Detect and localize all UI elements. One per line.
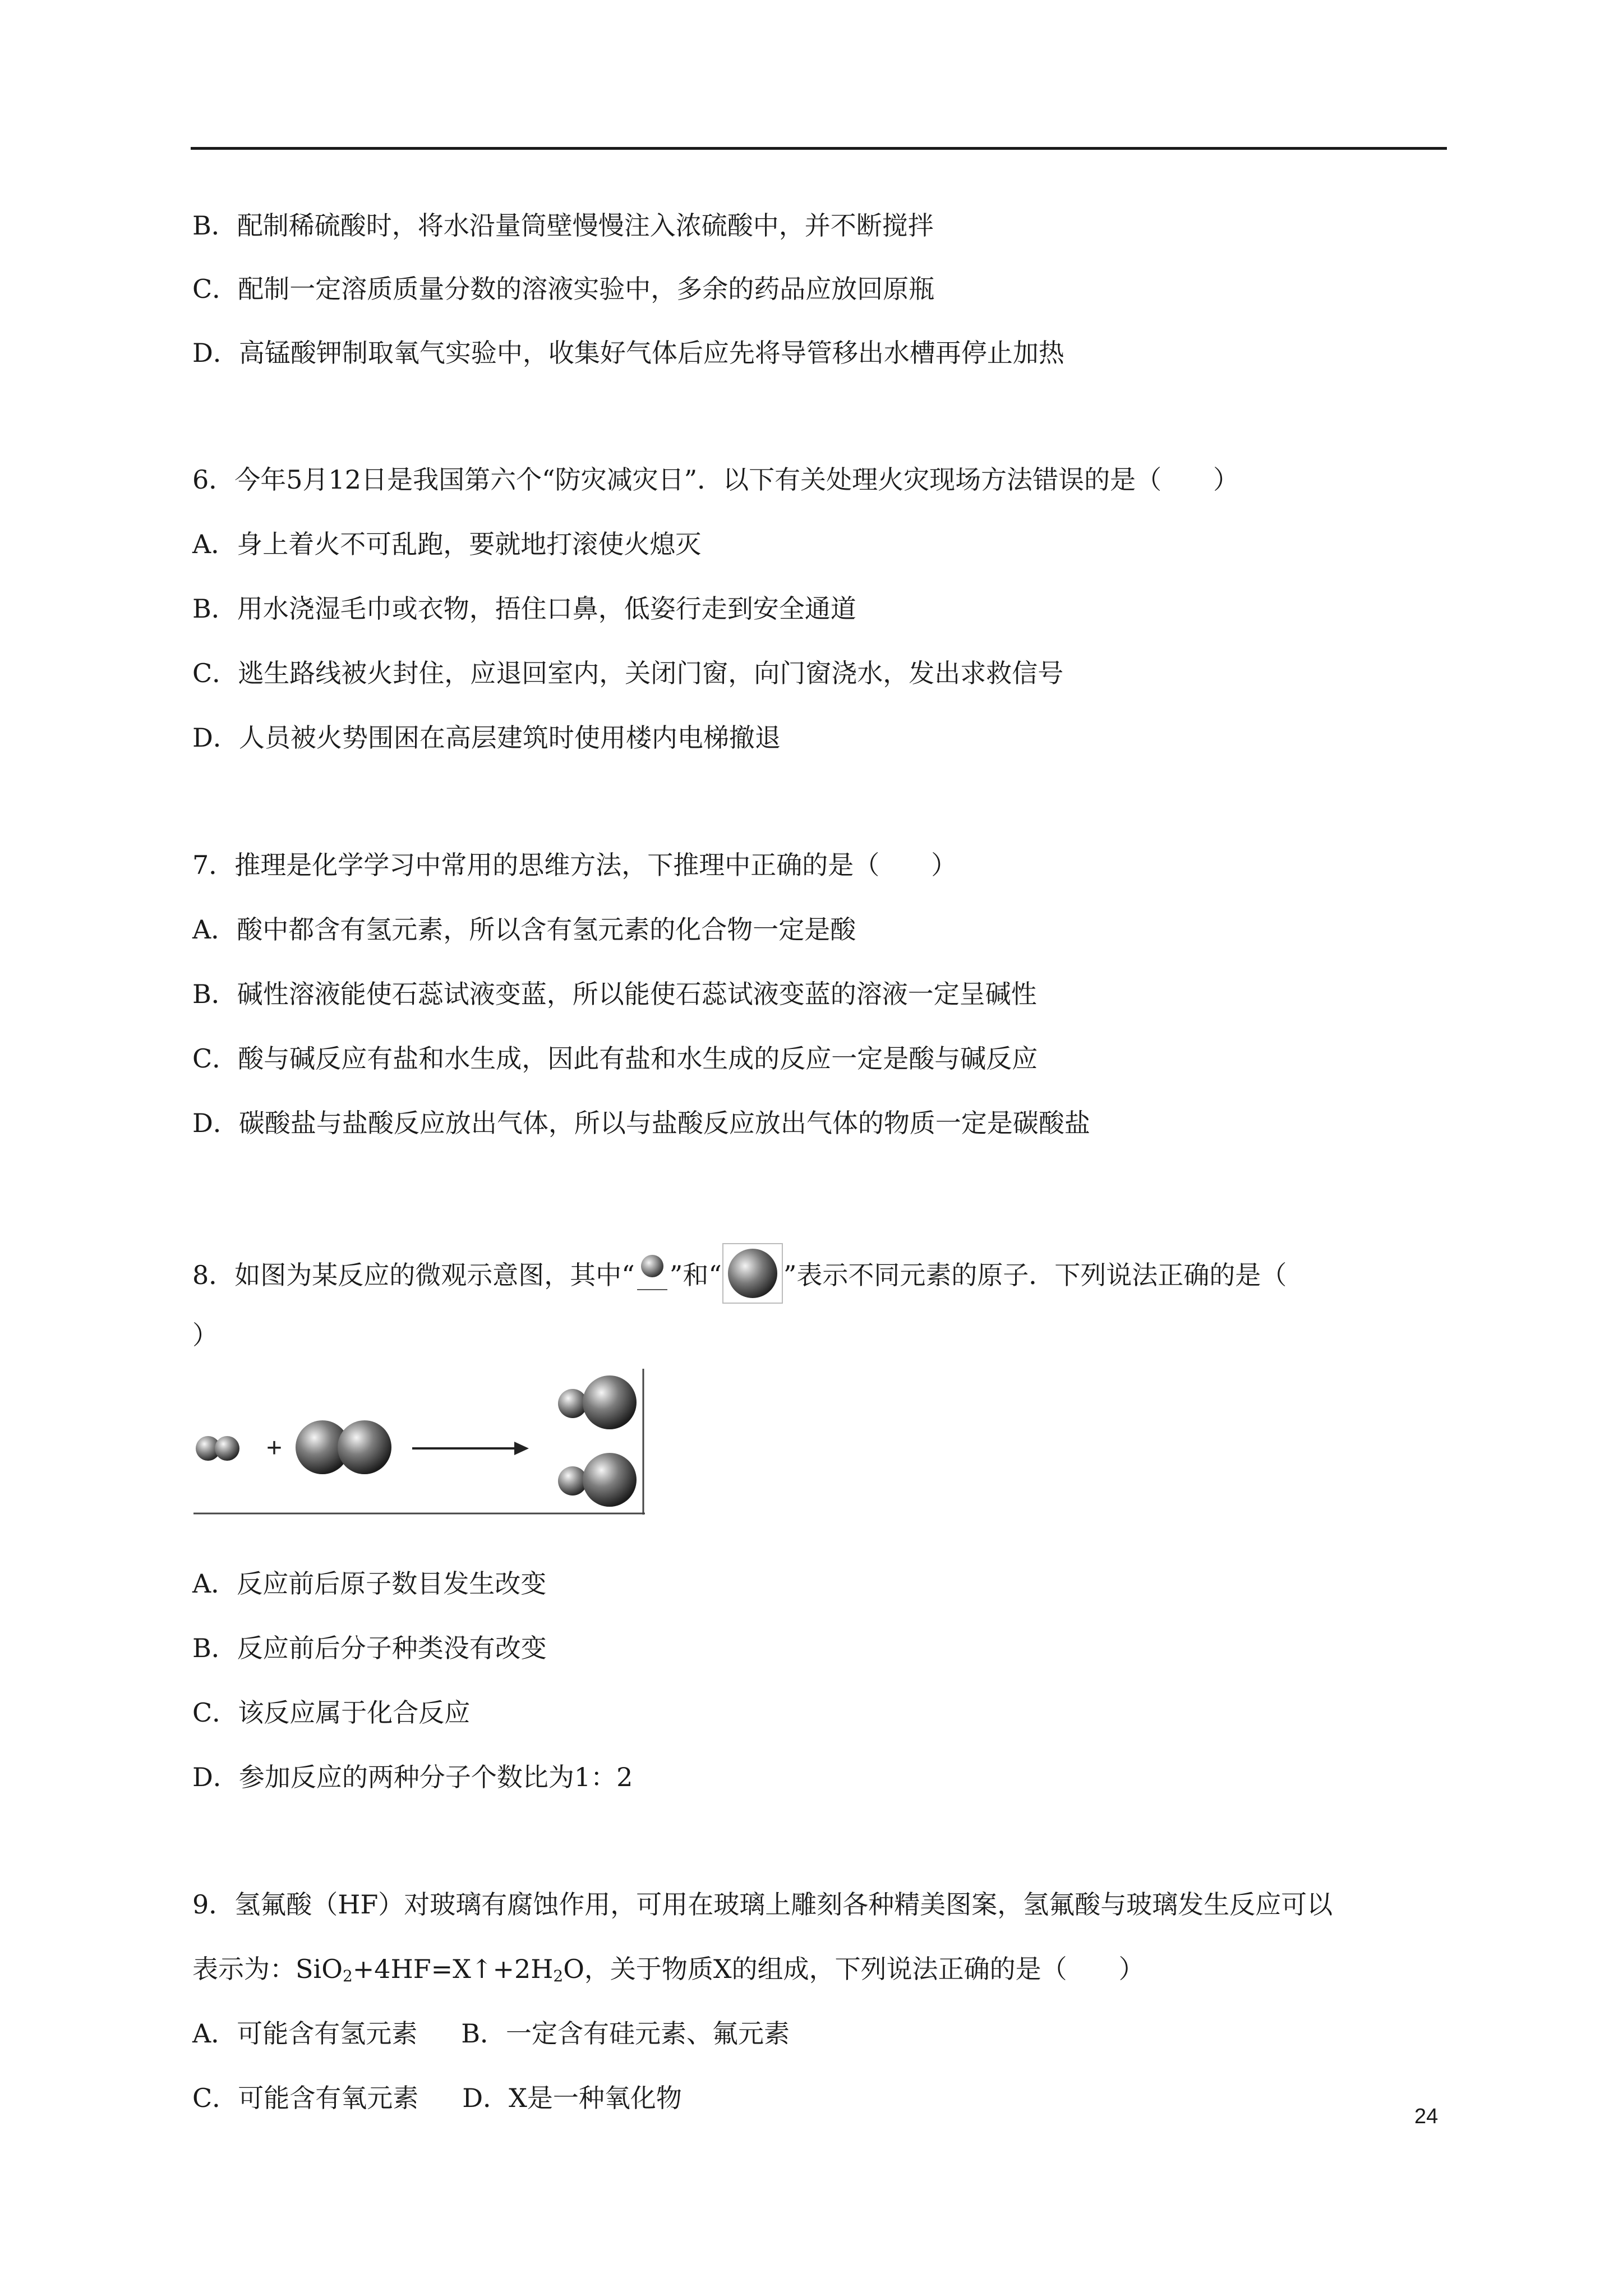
- q8-stem: [192, 1243, 1287, 1312]
- q9-option-d: D．X是一种氧化物: [462, 2083, 682, 2113]
- plus-sign: +: [266, 1433, 283, 1463]
- q9-options-row2: [192, 2081, 682, 2115]
- q7-option-a: A．酸中都含有氢元素，所以含有氢元素的化合物一定是酸: [192, 914, 856, 945]
- q7-stem: 7．推理是化学学习中常用的思维方法，下推理中正确的是（ ）: [192, 850, 957, 880]
- q9-options-row1: [192, 2017, 790, 2050]
- q8-stem-part2: ”和“: [669, 1260, 722, 1290]
- large-atom-icon: [722, 1243, 783, 1312]
- q8-option-c: C．该反应属于化合反应: [192, 1697, 471, 1728]
- subscript-2: 2: [342, 1967, 353, 1985]
- small-atom-icon: [635, 1254, 670, 1301]
- reaction-diagram: [193, 1369, 645, 1516]
- q8-stem-part3: ”表示不同元素的原子．下列说法正确的是（: [783, 1260, 1287, 1290]
- q5-option-b: B．配制稀硫酸时，将水沿量筒壁慢慢注入浓硫酸中，并不断搅拌: [192, 210, 934, 241]
- q6-stem: 6．今年5月12日是我国第六个“防灾减灾日”．以下有关处理火灾现场方法错误的是（ ）: [192, 464, 1239, 495]
- q9-stem-line1: 9．氢氟酸（HF）对玻璃有腐蚀作用，可用在玻璃上雕刻各种精美图案，氢氟酸与玻璃发生反应可以: [192, 1889, 1333, 1920]
- q8-option-d: D．参加反应的两种分子个数比为1：2: [192, 1762, 633, 1792]
- q9-option-a: A．可能含有氢元素: [192, 2018, 418, 2049]
- q7-option-b: B．碱性溶液能使石蕊试液变蓝，所以能使石蕊试液变蓝的溶液一定呈碱性: [192, 979, 1037, 1009]
- q9-option-b: B．一定含有硅元素、氟元素: [461, 2018, 790, 2049]
- q6-option-d: D．人员被火势围困在高层建筑时使用楼内电梯撤退: [192, 723, 781, 753]
- q6-option-c: C．逃生路线被火封住，应退回室内，关闭门窗，向门窗浇水，发出求救信号: [192, 658, 1064, 688]
- q8-option-a: A．反应前后原子数目发生改变: [192, 1568, 547, 1599]
- q5-option-c: C．配制一定溶质质量分数的溶液实验中，多余的药品应放回原瓶: [192, 274, 935, 304]
- q9-stem-c: O，关于物质X的组成，下列说法正确的是（ ）: [563, 1954, 1145, 1984]
- q6-option-b: B．用水浇湿毛巾或衣物，捂住口鼻，低姿行走到安全通道: [192, 593, 856, 624]
- q7-option-c: C．酸与碱反应有盐和水生成，因此有盐和水生成的反应一定是酸与碱反应: [192, 1043, 1038, 1074]
- q8-option-b: B．反应前后分子种类没有改变: [192, 1633, 547, 1663]
- subscript-2: 2: [553, 1967, 564, 1985]
- q9-option-c: C．可能含有氧元素: [192, 2083, 419, 2113]
- q9-stem-a: 表示为：SiO: [192, 1954, 343, 1984]
- page-number: 24: [1414, 2105, 1438, 2128]
- q6-option-a: A．身上着火不可乱跑，要就地打滚使火熄灭: [192, 529, 702, 559]
- q7-option-d: D．碳酸盐与盐酸反应放出气体，所以与盐酸反应放出气体的物质一定是碳酸盐: [192, 1108, 1090, 1138]
- header-rule: [191, 147, 1447, 150]
- q9-stem-b: +4HF=X↑+2H: [352, 1954, 554, 1984]
- q5-option-d: D．高锰酸钾制取氧气实验中，收集好气体后应先将导管移出水槽再停止加热: [192, 338, 1064, 368]
- q8-stem-part1: 8．如图为某反应的微观示意图，其中“: [192, 1260, 635, 1290]
- q9-stem-line2: [192, 1952, 1145, 1993]
- q8-stem-line2: ）: [192, 1320, 218, 1350]
